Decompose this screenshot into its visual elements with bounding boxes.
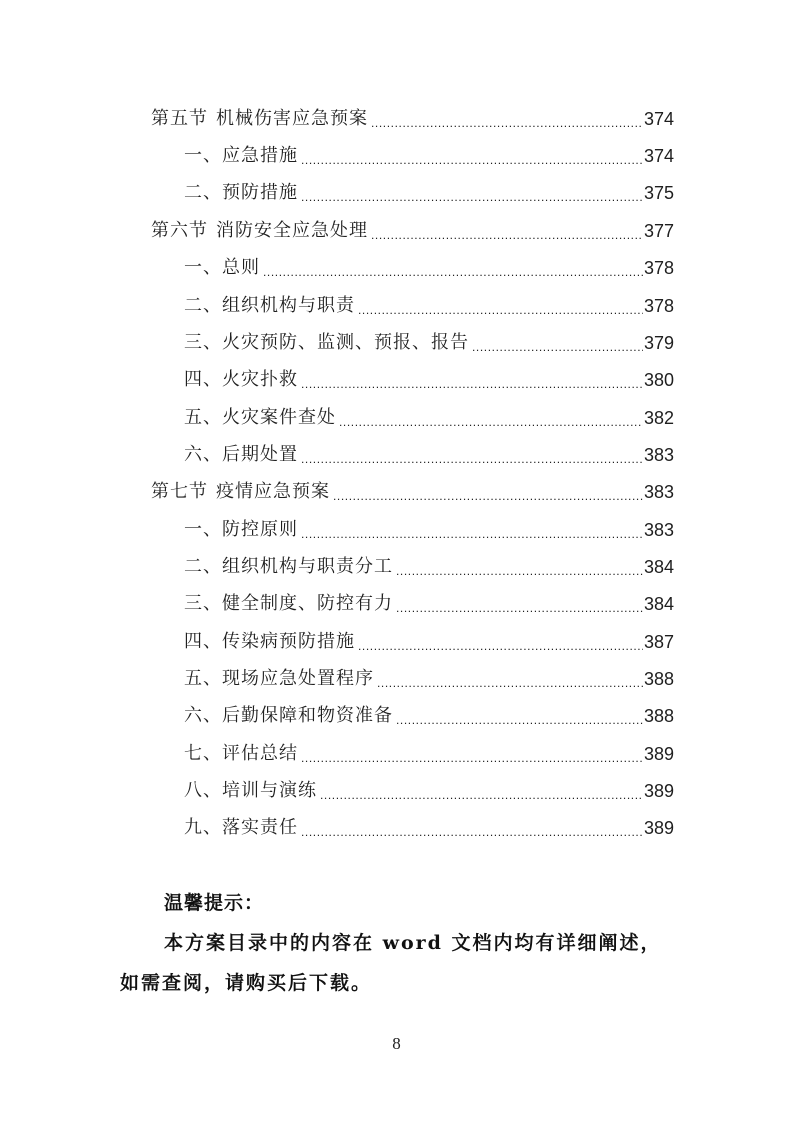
toc-entry-page: 388 [643,705,674,726]
dot-leader [301,186,643,208]
toc-entry-title [184,295,355,317]
toc-entry-page: 375 [643,182,674,203]
toc-entry-number: 五、 [184,406,222,428]
toc-entry-number: 二、 [184,181,222,203]
toc-entry-title [184,817,298,839]
toc-entry[interactable] [184,287,674,324]
tip-text-line-1: 本方案目录中的内容在 word 文档内均有详细阐述， [164,932,662,954]
toc-entry[interactable] [184,174,674,211]
toc-entry-text: 组织机构与职责 [222,294,355,316]
toc-entry-page: 384 [643,593,674,614]
toc-entry-title [184,369,298,391]
toc-entry-page: 377 [643,220,674,241]
toc-entry[interactable] [184,436,674,473]
toc-entry-title [184,780,317,802]
toc-entry[interactable] [184,399,674,436]
toc-entry-text: 后期处置 [222,443,298,465]
toc-entry-page: 378 [643,257,674,278]
toc-entry-text: 总则 [222,256,260,278]
toc-entry-page: 383 [643,444,674,465]
dot-leader [396,560,643,582]
toc-entry-text: 评估总结 [222,742,298,764]
toc-entry[interactable] [184,511,674,548]
toc-entry-title [184,519,298,541]
toc-entry-number: 一、 [184,144,222,166]
toc-entry-text: 消防安全应急处理 [216,219,368,241]
toc-entry-text: 火灾扑救 [222,368,298,390]
page-number: 8 [392,1034,401,1053]
toc-entry-text: 预防措施 [222,181,298,203]
toc-entry-text: 后勤保障和物资准备 [222,704,393,726]
toc-entry-title [184,145,298,167]
dot-leader [472,336,643,358]
dot-leader [377,672,643,694]
dot-leader [358,635,643,657]
toc-entry-number: 第六节 [151,219,208,241]
toc-entry-number: 四、 [184,630,222,652]
toc-entry-page: 389 [643,780,674,801]
toc-entry-title [184,332,469,354]
dot-leader [301,149,643,171]
toc-entry-page: 378 [643,295,674,316]
toc-entry-title [151,108,368,130]
dot-leader [396,597,643,619]
toc-entry-number: 三、 [184,331,222,353]
toc-entry-number: 一、 [184,256,222,278]
toc-entry-text: 现场应急处置程序 [222,667,374,689]
toc-entry-title [184,444,298,466]
toc-entry-title [184,743,298,765]
toc-entry-text: 落实责任 [222,816,298,838]
toc-entry-number: 五、 [184,667,222,689]
toc-entry-title [184,556,393,578]
toc-entry-text: 培训与演练 [222,779,317,801]
toc-entry-number: 九、 [184,816,222,838]
toc-entry-number: 四、 [184,368,222,390]
toc-entry[interactable] [184,809,674,846]
toc-entry[interactable] [184,249,674,286]
dot-leader [320,784,643,806]
toc-entry[interactable] [184,548,674,585]
toc-entry-number: 八、 [184,779,222,801]
toc-entry-text: 火灾案件查处 [222,406,336,428]
toc-entry-page: 388 [643,668,674,689]
dot-leader [301,821,643,843]
toc-entry-title [184,407,336,429]
toc-entry-page: 380 [643,369,674,390]
toc-entry-text: 疫情应急预案 [216,480,330,502]
toc-entry-page: 374 [643,108,674,129]
dot-leader [339,411,643,433]
toc-entry-text: 机械伤害应急预案 [216,107,368,129]
toc-entry-page: 389 [643,817,674,838]
toc-entry[interactable] [184,137,674,174]
toc-entry-number: 第五节 [151,107,208,129]
toc-entry-number: 二、 [184,555,222,577]
toc-entry-page: 384 [643,556,674,577]
toc-entry-number: 第七节 [151,480,208,502]
dot-leader [301,373,643,395]
toc-entry[interactable] [151,473,674,510]
toc-entry[interactable] [184,361,674,398]
toc-entry-page: 387 [643,631,674,652]
toc-entry-title [184,257,260,279]
toc-entry-page: 379 [643,332,674,353]
toc-entry[interactable] [184,660,674,697]
toc-entry-title [184,593,393,615]
toc-entry-number: 一、 [184,518,222,540]
toc-entry[interactable] [184,772,674,809]
toc-entry-page: 382 [643,407,674,428]
toc-entry-title [151,220,368,242]
dot-leader [371,112,643,134]
toc-entry-page: 383 [643,481,674,502]
toc-entry[interactable] [151,100,674,137]
toc-entry-number: 六、 [184,443,222,465]
toc-entry-text: 防控原则 [222,518,298,540]
toc-entry[interactable] [184,623,674,660]
toc-entry-text: 组织机构与职责分工 [222,555,393,577]
tip-text-line-2: 如需查阅，请购买后下载。 [120,972,373,994]
toc-entry-page: 383 [643,519,674,540]
dot-leader [301,747,643,769]
dot-leader [333,485,643,507]
dot-leader [371,224,643,246]
toc-entry-title [184,631,355,653]
toc-entry-number: 七、 [184,742,222,764]
dot-leader [396,709,643,731]
dot-leader [358,299,643,321]
toc-entry-number: 三、 [184,592,222,614]
toc-entry[interactable] [184,735,674,772]
tip-heading: 温馨提示： [164,892,265,914]
toc-entry-title [184,705,393,727]
toc-entry-text: 健全制度、防控有力 [222,592,393,614]
toc-entry-title [184,668,374,690]
dot-leader [263,261,643,283]
toc-entry-title [151,481,330,503]
toc-entry-number: 六、 [184,704,222,726]
toc-entry-page: 374 [643,145,674,166]
toc-entry[interactable] [184,585,674,622]
toc-entry-text: 应急措施 [222,144,298,166]
dot-leader [301,448,643,470]
toc-entry[interactable] [184,324,674,361]
toc-entry[interactable] [184,697,674,734]
toc-entry-number: 二、 [184,294,222,316]
toc-entry-text: 传染病预防措施 [222,630,355,652]
toc-entry-text: 火灾预防、监测、预报、报告 [222,331,469,353]
dot-leader [301,523,643,545]
toc-entry-page: 389 [643,743,674,764]
toc-entry-title [184,182,298,204]
toc-entry[interactable] [151,212,674,249]
